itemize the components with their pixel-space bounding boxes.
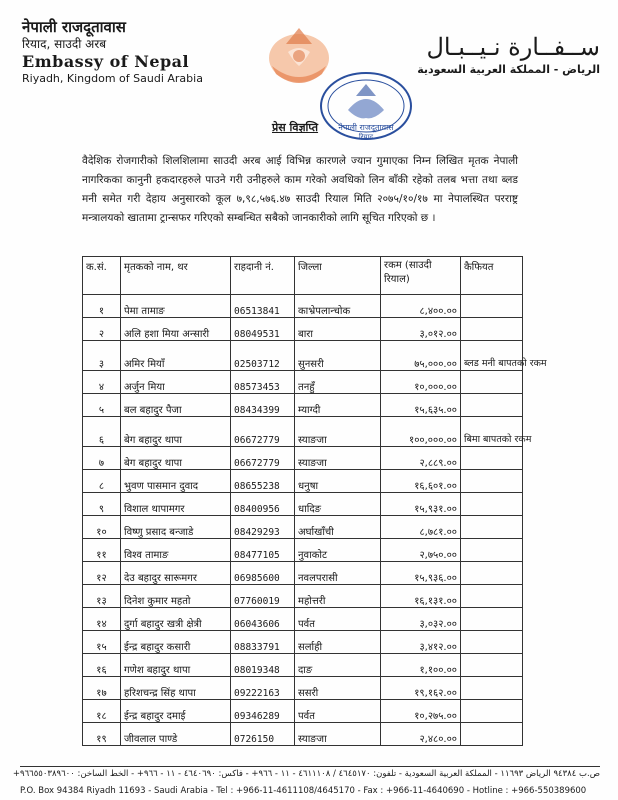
table-row <box>83 516 523 539</box>
cell-remark <box>461 470 523 493</box>
cell-amount: ८,७८१.०० <box>381 516 461 539</box>
cell-amount: ८,४००.०० <box>381 295 461 318</box>
cell-sn: ८ <box>83 470 121 493</box>
cell-sn: १४ <box>83 608 121 631</box>
seal-text-top: नेपाली राजदूतावास <box>338 123 394 132</box>
cell-passport: 08434399 <box>231 394 295 417</box>
cell-amount: ३,४१२.०० <box>381 631 461 654</box>
cell-name: दिनेश कुमार महतो <box>121 585 231 608</box>
cell-passport: 08019348 <box>231 654 295 677</box>
cell-passport: 06513841 <box>231 295 295 318</box>
cell-district: नुवाकोट <box>295 539 381 562</box>
cell-passport: 06672779 <box>231 417 295 447</box>
table-row <box>83 539 523 562</box>
cell-remark <box>461 371 523 394</box>
cell-passport: 08573453 <box>231 371 295 394</box>
cell-remark <box>461 318 523 341</box>
cell-name: देउ बहादुर सारूमगर <box>121 562 231 585</box>
cell-district: सुनसरी <box>295 341 381 371</box>
cell-sn: ११ <box>83 539 121 562</box>
cell-name: दुर्गा बहादुर खत्री क्षेत्री <box>121 608 231 631</box>
cell-passport: 06672779 <box>231 447 295 470</box>
cell-passport: 09222163 <box>231 677 295 700</box>
cell-amount: १००,०००.०० <box>381 417 461 447</box>
cell-district: महोत्तरी <box>295 585 381 608</box>
footer-divider <box>20 766 600 767</box>
cell-district: स्याङजा <box>295 417 381 447</box>
cell-sn: ३ <box>83 341 121 371</box>
cell-remark <box>461 539 523 562</box>
cell-name: जीवलाल पाण्डे <box>121 723 231 746</box>
cell-district: तनहुँ <box>295 371 381 394</box>
footer-english-contact: P.O. Box 94384 Riyadh 11693 - Saudi Arabia - Tel : +966-11-4611108/4645170 - Fax : +966-11-4640690 - Hotline : +966-550389600 <box>20 786 587 796</box>
cell-amount: १६,१३१.०० <box>381 585 461 608</box>
cell-name: बेग बहादुर थापा <box>121 447 231 470</box>
cell-name: ईन्द्र बहादुर कसारी <box>121 631 231 654</box>
table-row <box>83 723 523 746</box>
col-header-name: मृतकको नाम, थर <box>121 257 231 295</box>
cell-amount: ७५,०००.०० <box>381 341 461 371</box>
col-header-remark: कैफियत <box>461 257 523 295</box>
cell-remark <box>461 654 523 677</box>
embassy-seal-stamp-icon <box>318 70 414 142</box>
cell-amount: १५,९३१.०० <box>381 493 461 516</box>
cell-remark <box>461 608 523 631</box>
table-row <box>83 447 523 470</box>
cell-passport: 08477105 <box>231 539 295 562</box>
cell-remark <box>461 585 523 608</box>
cell-passport: 06043606 <box>231 608 295 631</box>
cell-amount: १०,२७५.०० <box>381 700 461 723</box>
cell-amount: १६,६०१.०० <box>381 470 461 493</box>
cell-passport: 08049531 <box>231 318 295 341</box>
cell-amount: १०,०००.०० <box>381 371 461 394</box>
table-row <box>83 295 523 318</box>
cell-sn: १७ <box>83 677 121 700</box>
cell-remark <box>461 723 523 746</box>
cell-sn: १८ <box>83 700 121 723</box>
cell-district: स्याङजा <box>295 447 381 470</box>
cell-district: धादिङ <box>295 493 381 516</box>
cell-name: भुवण पासमान दुवाद <box>121 470 231 493</box>
cell-name: विशाल थापामगर <box>121 493 231 516</box>
cell-amount: १५,९३६.०० <box>381 562 461 585</box>
deceased-remittance-table <box>82 256 547 746</box>
cell-name: पेमा तामाङ <box>121 295 231 318</box>
table-row <box>83 470 523 493</box>
notice-body: वैदेशिक रोजगारीको शिलशिलामा साउदी अरब आई विभिन्न कारणले ज्यान गुमाएका निम्न लिखित मृतक नेपाली नागरिकका कानुनी हकदारहरुले पाउने गरी उनीहरुले काम गरेको अवधिको लिन बाँकी रहेको तलब भत्ता तथा ब्लड मनी समेत गरी देहाय अनुसारको कूल ७,९८,५७६.४७ साउदी रियाल मिति २०७५/१०/१७ मा नेपालस्थित परराष्ट्र मन्त्रालयको खातामा ट्रान्सफर गरिएको सम्बन्धित सबैको जानकारीको लागि सूचित गरिएको छ । <box>82 155 518 224</box>
english-location: Riyadh, Kingdom of Saudi Arabia <box>22 72 203 85</box>
letterhead-right <box>400 32 600 78</box>
cell-sn: १३ <box>83 585 121 608</box>
table-row <box>83 493 523 516</box>
cell-district: नवलपरासी <box>295 562 381 585</box>
table-row <box>83 631 523 654</box>
cell-amount: १५,६३५.०० <box>381 394 461 417</box>
cell-sn: १५ <box>83 631 121 654</box>
cell-remark <box>461 447 523 470</box>
cell-district: दाङ <box>295 654 381 677</box>
cell-remark <box>461 394 523 417</box>
cell-name: गणेश बहादुर थापा <box>121 654 231 677</box>
col-header-amount: रकम (साउदी रियाल) <box>381 257 461 295</box>
table-row <box>83 677 523 700</box>
cell-sn: १० <box>83 516 121 539</box>
cell-district: अर्घाखाँची <box>295 516 381 539</box>
cell-name: अलि हशा मिया अन्सारी <box>121 318 231 341</box>
col-header-sn: क.सं. <box>83 257 121 295</box>
cell-name: अमिर मियाँ <box>121 341 231 371</box>
cell-sn: १ <box>83 295 121 318</box>
table-row <box>83 417 523 447</box>
cell-district: धनुषा <box>295 470 381 493</box>
cell-passport: 08429293 <box>231 516 295 539</box>
cell-sn: ९ <box>83 493 121 516</box>
cell-remark <box>461 295 523 318</box>
cell-name: बेग बहादुर थापा <box>121 417 231 447</box>
cell-district: सर्लाही <box>295 631 381 654</box>
cell-passport: 08655238 <box>231 470 295 493</box>
press-release-title: प्रेस विज्ञप्ति <box>272 121 319 134</box>
cell-district: ससरी <box>295 677 381 700</box>
cell-passport: 08833791 <box>231 631 295 654</box>
cell-remark <box>461 516 523 539</box>
nepali-embassy-title: नेपाली राजदूतावास <box>22 18 126 36</box>
cell-passport: 08400956 <box>231 493 295 516</box>
table-row <box>83 318 523 341</box>
cell-remark <box>461 493 523 516</box>
cell-passport: 02503712 <box>231 341 295 371</box>
cell-sn: ६ <box>83 417 121 447</box>
table-row <box>83 608 523 631</box>
cell-amount: ३,०१२.०० <box>381 318 461 341</box>
cell-passport: 06985600 <box>231 562 295 585</box>
table-row <box>83 585 523 608</box>
cell-passport: 09346289 <box>231 700 295 723</box>
cell-district: बारा <box>295 318 381 341</box>
table-row <box>83 394 523 417</box>
letterhead-left <box>22 18 222 86</box>
cell-district: पर्वत <box>295 608 381 631</box>
cell-name: अर्जुन मिया <box>121 371 231 394</box>
col-header-passport: राहदानी नं. <box>231 257 295 295</box>
table-header-row <box>83 257 523 295</box>
cell-sn: १६ <box>83 654 121 677</box>
cell-remark <box>461 700 523 723</box>
cell-remark: ब्लड मनी बापतको रकम <box>461 341 523 371</box>
cell-name: हरिशचन्द्र सिंह थापा <box>121 677 231 700</box>
cell-passport: 07760019 <box>231 585 295 608</box>
cell-sn: १२ <box>83 562 121 585</box>
cell-amount: २,८८९.०० <box>381 447 461 470</box>
cell-sn: ४ <box>83 371 121 394</box>
cell-amount: २,७५०.०० <box>381 539 461 562</box>
cell-remark: बिमा बापतको रकम <box>461 417 523 447</box>
seal-text-bottom: रियाद <box>358 133 374 141</box>
cell-name: बल बहादुर पैजा <box>121 394 231 417</box>
table-row <box>83 341 523 371</box>
cell-amount: २,४८०.०० <box>381 723 461 746</box>
cell-remark <box>461 631 523 654</box>
table-row <box>83 562 523 585</box>
cell-name: विष्णु प्रसाद बन्जाडे <box>121 516 231 539</box>
cell-district: स्याङजा <box>295 723 381 746</box>
table-row <box>83 654 523 677</box>
cell-district: पर्वत <box>295 700 381 723</box>
arabic-embassy-title: ســفــارة نـيــبـال <box>426 33 600 61</box>
table-row <box>83 371 523 394</box>
cell-sn: ७ <box>83 447 121 470</box>
cell-sn: ५ <box>83 394 121 417</box>
cell-name: ईन्द्र बहादुर दमाई <box>121 700 231 723</box>
cell-amount: ३,०३२.०० <box>381 608 461 631</box>
cell-sn: १९ <box>83 723 121 746</box>
footer-arabic-contact: ص.ب ٩٤٣٨٤ الرياض ١١٦٩٣ - المملكة العربية السعودية - تلفون: ٤٦٤٥١٧٠ / ٤٦١١١٠٨ - ١١ - ٩٦٦+ - فاكس: ٤٦٤٠٦٩٠ - ١١ - ٩٦٦+ - الخط الساخن: ٩٦٦٥٥٠٣٨٩٦٠٠+ <box>12 769 600 779</box>
cell-sn: २ <box>83 318 121 341</box>
cell-name: विश्व तामाङ <box>121 539 231 562</box>
arabic-location: الرياض - المملكة العربية السعودية <box>417 63 600 76</box>
cell-amount: १,१००.०० <box>381 654 461 677</box>
cell-passport: 0726150 <box>231 723 295 746</box>
table-row <box>83 700 523 723</box>
nepali-location: रियाद, साउदी अरब <box>22 37 107 51</box>
cell-remark <box>461 677 523 700</box>
cell-district: म्याग्दी <box>295 394 381 417</box>
col-header-district: जिल्ला <box>295 257 381 295</box>
cell-remark <box>461 562 523 585</box>
cell-district: काभ्रेपलान्चोक <box>295 295 381 318</box>
cell-amount: १९,१६२.०० <box>381 677 461 700</box>
english-embassy-title: Embassy of Nepal <box>22 52 190 71</box>
